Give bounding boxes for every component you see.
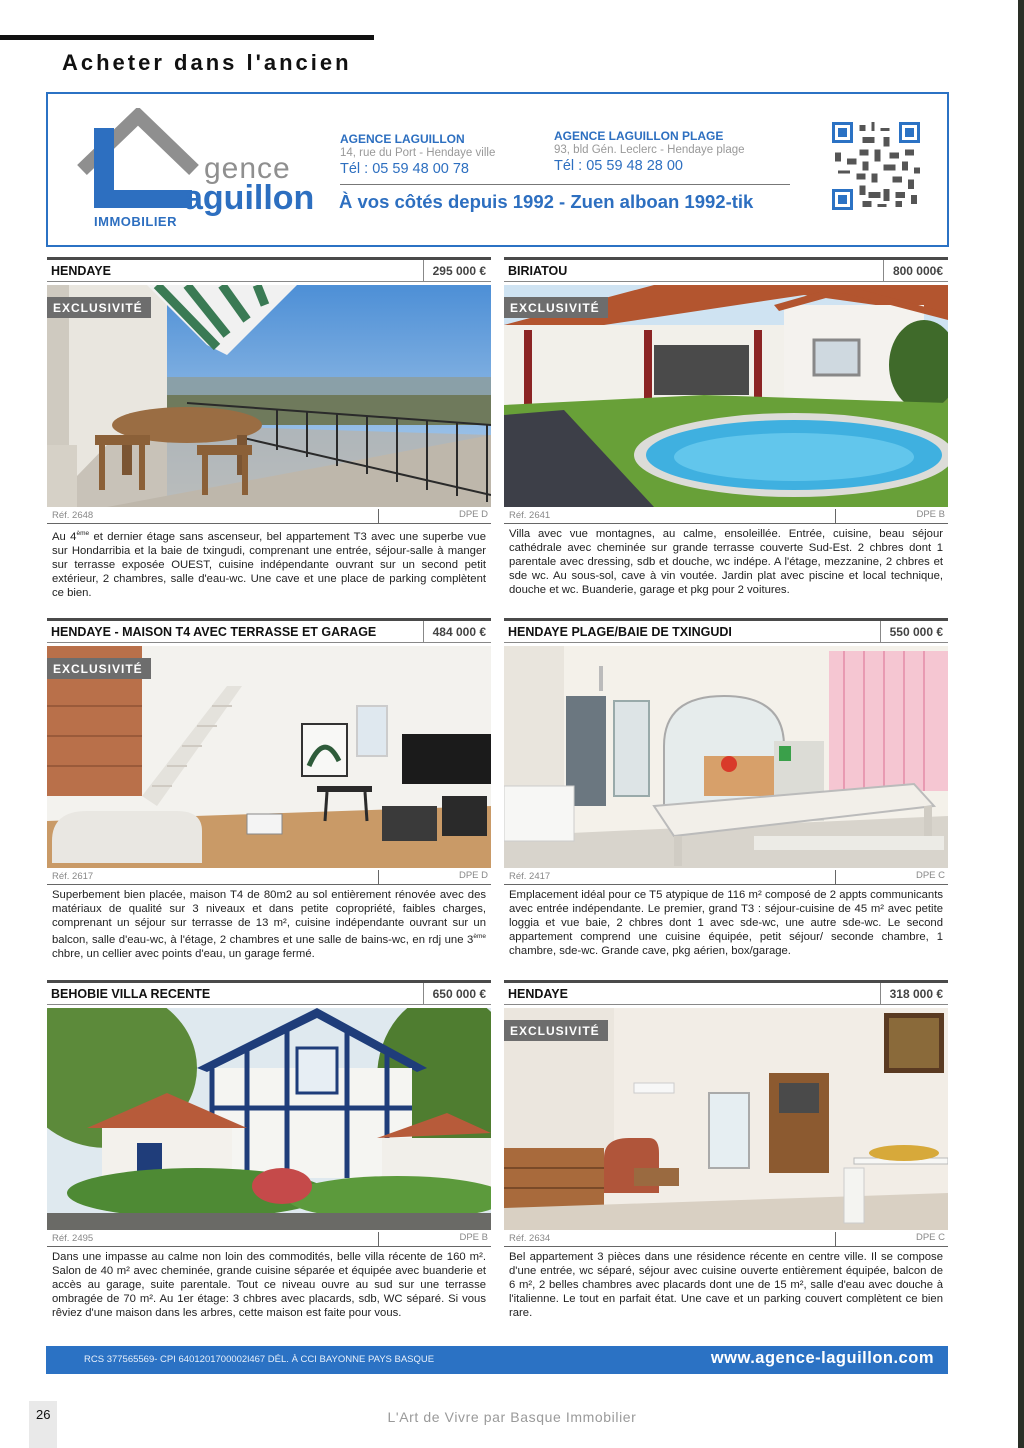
- listing-header: [47, 983, 491, 1005]
- balcony-terrace-photo[interactable]: [47, 285, 491, 507]
- agency-slogan: À vos côtés depuis 1992 - Zuen alboan 1992-tik: [339, 191, 754, 212]
- office-address: 93, bld Gén. Leclerc - Hendaye plage: [554, 144, 745, 156]
- listing-card-behobie-2495[interactable]: [47, 980, 491, 1320]
- listing-dpe: DPE B: [835, 509, 948, 523]
- listing-meta: [47, 1233, 491, 1247]
- listing-description: Villa avec vue montagnes, au calme, ensoleillée. Entrée, cuisine, beau séjour cathédrale avec cheminée sur grande terrasse couverte Sud-Est. 2 chbres dont 1 parentale avec dressing, sdb et douche, wc indépe. A l'étage, mezzanine, 2 chbres et sde wc. Au sous-sol, cave à vin voutée. Jardin plat avec piscine et local technique, douche et wc. Buanderie, garage et pkg pour 2 voitures.: [509, 528, 943, 596]
- listing-description: Au 4ème et dernier étage sans ascenseur, bel appartement T3 avec une superbe vue sur Hondarribia et la baie de txingudi, comprenant une entrée, séjour-salle à manger sur terrasse exposée OUEST, cuisine indépendante ouvrant sur un second petit extérieur, 2 chambres, salle d'eau-wc. Une cave et une place de parking complètent ce bien.: [52, 530, 486, 599]
- basque-villa-photo[interactable]: [47, 1008, 491, 1230]
- agency-office-plage: [554, 129, 745, 174]
- listing-description: Dans une impasse au calme non loin des commodités, belle villa récente de 160 m². Salon de 40 m² avec cheminée, grande cuisine séparée et équipée avec buanderie et accès au garage, suite parentale. Tout ce niveau ouvre au sud sur une terrasse ombragée de 70 m². Au 1er étage: 3 chbres avec placards, sdb, WC séparé. Si vous rêviez d'une maison dans les arbres, cette maison est faite pour vous.: [52, 1251, 486, 1319]
- listing-town: HENDAYE PLAGE/BAIE DE TXINGUDI: [508, 625, 732, 639]
- listing-town: HENDAYE: [508, 987, 568, 1001]
- listing-header: [47, 260, 491, 282]
- listing-reference: Réf. 2617: [52, 871, 94, 882]
- listing-reference: Réf. 2417: [509, 871, 551, 882]
- apartment-living-photo[interactable]: [504, 1008, 948, 1230]
- listing-header: [504, 983, 948, 1005]
- office-address: 14, rue du Port - Hendaye ville: [340, 147, 496, 159]
- listing-description: Bel appartement 3 pièces dans une résidence récente en centre ville. Il se compose d'une entrée, wc séparé, séjour avec cuisine ouverte entièrement équipée, balcon de 6 m², 2 belles chambres avec placards dont une de 15 m², salle d'eau avec douche à l'italienne. Le tout en parfait état. Une cave et un parking couvert complètent ce bien rare.: [509, 1251, 943, 1319]
- office-phone: Tél : 05 59 48 28 00: [554, 158, 683, 174]
- listing-card-biriatou-2641[interactable]: [504, 257, 948, 597]
- listing-dpe: DPE D: [378, 509, 491, 523]
- listing-reference: Réf. 2648: [52, 510, 94, 521]
- listing-town: BEHOBIE VILLA RECENTE: [51, 987, 211, 1001]
- listing-town: HENDAYE - MAISON T4 AVEC TERRASSE ET GARAGE: [51, 625, 377, 639]
- listing-meta: [504, 1233, 948, 1247]
- listing-meta: [47, 871, 491, 885]
- listing-dpe: DPE C: [835, 1232, 948, 1246]
- listing-price: 318 000 €: [880, 983, 948, 1005]
- logo-text-immobilier: IMMOBILIER: [94, 214, 177, 229]
- listing-reference: Réf. 2634: [509, 1233, 551, 1244]
- magazine-tagline: L'Art de Vivre par Basque Immobilier: [387, 1409, 637, 1425]
- listing-header: [47, 621, 491, 643]
- living-room-stairs-photo[interactable]: [47, 646, 491, 868]
- listing-dpe: DPE B: [378, 1232, 491, 1246]
- exclusivity-badge: EXCLUSIVITÉ: [504, 297, 608, 318]
- listing-card-hendaye-plage-2417[interactable]: [504, 618, 948, 958]
- qr-code-icon[interactable]: [832, 122, 920, 210]
- dining-room-photo[interactable]: [504, 646, 948, 868]
- exclusivity-badge: EXCLUSIVITÉ: [504, 1020, 608, 1041]
- website-link[interactable]: www.agence-laguillon.com: [710, 1349, 934, 1367]
- listing-reference: Réf. 2641: [509, 510, 551, 521]
- listing-header: [504, 621, 948, 643]
- agency-banner: [46, 92, 949, 247]
- logo-text-laguillon: aguillon: [184, 179, 315, 217]
- listing-reference: Réf. 2495: [52, 1233, 94, 1244]
- listing-price: 295 000 €: [423, 260, 491, 282]
- listing-town: BIRIATOU: [508, 264, 568, 278]
- page-number: 26: [36, 1407, 51, 1422]
- listing-dpe: DPE D: [378, 870, 491, 884]
- logo-text-gence: gence: [204, 152, 291, 185]
- listing-description: Superbement bien placée, maison T4 de 80m2 au sol entièrement rénovée avec des matériaux de qualité sur 3 niveaux et dans petite copropriété, faibles charges, comprenant un séjour sur terrasse de 13 m², cuisine indépendante ouvrant sur un balcon, salle d'eau-wc, à l'étage, 2 chambres et une salle de bains-wc, en rdj une 3ème chbre, un cellier avec points d'eau, un garage fermé.: [52, 889, 486, 960]
- villa-pool-photo[interactable]: [504, 285, 948, 507]
- office-name: AGENCE LAGUILLON PLAGE: [554, 129, 724, 143]
- listing-card-hendaye-2617[interactable]: [47, 618, 491, 961]
- top-rule: [0, 35, 374, 40]
- listing-price: 650 000 €: [423, 983, 491, 1005]
- listing-card-hendaye-2648[interactable]: [47, 257, 491, 600]
- exclusivity-badge: EXCLUSIVITÉ: [47, 297, 151, 318]
- listing-town: HENDAYE: [51, 264, 111, 278]
- page-title: Acheter dans l'ancien: [62, 50, 352, 75]
- listing-card-hendaye-2634[interactable]: [504, 980, 948, 1320]
- listing-price: 484 000 €: [423, 621, 491, 643]
- listing-meta: [504, 510, 948, 524]
- listing-description: Emplacement idéal pour ce T5 atypique de 116 m² composé de 2 appts communicants avec entrée indépendante. Le premier, grand T3 : séjour-cuisine de 45 m² avec petite loggia et vue baie, 2 chbres dont 1 avec sde-wc, une autre sde-wc. Le second appartement comprend une cuisine équipée, petit séjour/ seconde chambre, 1 chambre, sde-wc. Grande cave, pkg aérien, box/garage.: [509, 889, 943, 957]
- listing-header: [504, 260, 948, 282]
- banner-divider: [340, 184, 790, 185]
- office-phone: Tél : 05 59 48 00 78: [340, 161, 469, 177]
- listing-dpe: DPE C: [835, 870, 948, 884]
- footer-bar: [46, 1346, 948, 1374]
- listing-meta: [47, 510, 491, 524]
- office-name: AGENCE LAGUILLON: [340, 132, 465, 146]
- legal-notice: RCS 377565569- CPI 6401201700002l467 DÉL. À CCI BAYONNE PAYS BASQUE: [84, 1354, 435, 1365]
- listing-meta: [504, 871, 948, 885]
- exclusivity-badge: EXCLUSIVITÉ: [47, 658, 151, 679]
- agency-logo: [76, 108, 316, 233]
- listing-price: 550 000 €: [880, 621, 948, 643]
- listing-price: 800 000€: [883, 260, 948, 282]
- agency-office-ville: [340, 132, 495, 177]
- page-edge-strip: [1018, 0, 1024, 1448]
